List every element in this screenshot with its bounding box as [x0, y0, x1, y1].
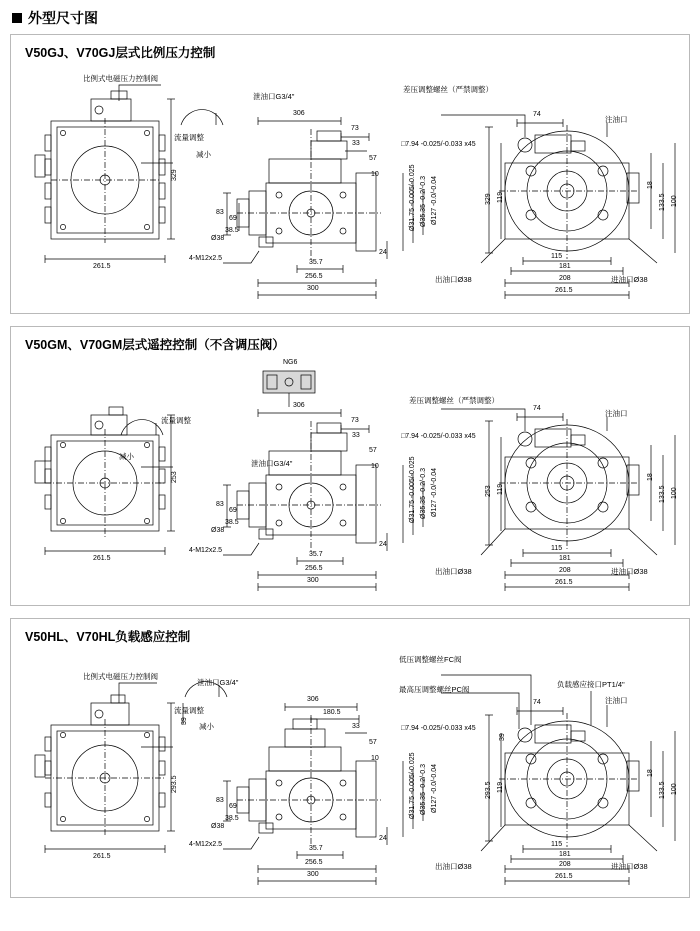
dim-119-3: 119	[497, 781, 504, 793]
dim-2615-left: 261.5	[93, 263, 111, 270]
dim-2935-right: 293.5	[485, 781, 492, 799]
section-v50gj	[10, 34, 690, 314]
callout-bolt-spec-2: 4-M12x2.5	[189, 547, 223, 554]
callout-pc-valve-screw: 最高压调整螺丝PC阀	[399, 685, 470, 694]
dim-253-right: 253	[485, 485, 492, 497]
dim-1805: 180.5	[323, 709, 341, 716]
dim-d3535: Ø35.35 -0.2/-0.3	[420, 176, 427, 227]
dim-39-right: 39	[499, 733, 506, 741]
dim-2615-right-3: 261.5	[555, 873, 573, 880]
dim-33-3: 33	[352, 723, 360, 730]
figure-v50gj-drawing	[11, 63, 689, 313]
dim-357: 35.7	[309, 259, 323, 266]
dim-329-left: 329	[171, 169, 178, 181]
section-title-v50gm: V50GM、V70GM层式遥控控制（不含调压阀）	[25, 338, 285, 352]
dim-d3175-2: Ø31.75 -0.005/-0.025	[409, 456, 416, 523]
callout-fc-valve-screw: 低压调整螺丝FC阀	[399, 655, 462, 664]
dim-119: 119	[497, 191, 504, 203]
dim-357-3: 35.7	[309, 845, 323, 852]
callout-inlet-port-3: 进油口Ø38	[611, 862, 648, 871]
dim-2935-left: 293.5	[171, 775, 178, 793]
dim-d3175: Ø31.75 -0.005/-0.025	[409, 164, 416, 231]
dim-24-2: 24	[379, 541, 387, 548]
dim-306-2: 306	[293, 402, 305, 409]
dim-100-3: 100	[671, 783, 678, 795]
dim-2565-3: 256.5	[305, 859, 323, 866]
dim-d3535-3: Ø35.35 -0.2/-0.3	[420, 764, 427, 815]
callout-outlet-port-2: 出油口Ø38	[435, 567, 472, 576]
dim-2615-right-2: 261.5	[555, 579, 573, 586]
dim-39-left: 39	[181, 717, 188, 725]
dim-329-right: 329	[485, 193, 492, 205]
dim-100-2: 100	[671, 487, 678, 499]
dim-d127: Ø127 -0.0/-0.04	[431, 175, 438, 225]
callout-inlet-port: 进油口Ø38	[611, 275, 648, 284]
callout-outlet-port: 出油口Ø38	[435, 275, 472, 284]
dim-10-3: 10	[371, 755, 379, 762]
dim-181-3: 181	[559, 851, 571, 858]
figure-v50gj	[11, 63, 689, 313]
callout-load-sense-port: 负载感应接口PT1/4"	[557, 680, 625, 689]
callout-inlet-port-2: 进油口Ø38	[611, 567, 648, 576]
section-title-v50hl: V50HL、V70HL负载感应控制	[25, 630, 191, 644]
section-title-v50gj: V50GJ、V70GJ层式比例压力控制	[25, 46, 216, 60]
dim-300: 300	[307, 285, 319, 292]
dim-73: 73	[351, 125, 359, 132]
dim-385-2: 38.5	[225, 519, 239, 526]
dim-24: 24	[379, 249, 387, 256]
dim-83: 83	[216, 209, 224, 216]
dim-d38-2: Ø38	[211, 527, 225, 534]
callout-drain-port-2: 泄油口G3/4"	[251, 459, 293, 468]
title-marker-icon	[12, 13, 22, 23]
dim-115-2: 115	[551, 545, 563, 552]
dim-300-3: 300	[307, 871, 319, 878]
dim-253-left: 253	[171, 471, 178, 483]
dim-d3535-2: Ø35.35 -0.2/-0.3	[420, 468, 427, 519]
dim-69: 69	[229, 215, 237, 222]
dim-2615-right: 261.5	[555, 287, 573, 294]
callout-fill-port-2: 注油口	[605, 409, 628, 418]
callout-ng6: NG6	[283, 359, 298, 366]
dim-d3175-3: Ø31.75 -0.005/-0.025	[409, 752, 416, 819]
dim-57-2: 57	[369, 447, 377, 454]
dim-208: 208	[559, 275, 571, 282]
dim-181: 181	[559, 263, 571, 270]
callout-drain-port: 泄油口G3/4"	[253, 92, 295, 101]
dim-2615-left-3: 261.5	[93, 853, 111, 860]
dim-357-2: 35.7	[309, 551, 323, 558]
dim-10: 10	[371, 171, 379, 178]
dim-74-2: 74	[533, 405, 541, 412]
dim-1335-3: 133.5	[659, 781, 666, 799]
callout-diff-press-screw-2: 差压调整螺丝（严禁调整）	[409, 396, 499, 405]
dim-69-2: 69	[229, 507, 237, 514]
dim-24-3: 24	[379, 835, 387, 842]
dim-306: 306	[293, 110, 305, 117]
dim-33: 33	[352, 140, 360, 147]
page-title-text: 外型尺寸图	[28, 10, 98, 26]
callout-flow-adjust-2: 流量调整	[161, 416, 191, 425]
dim-1335-2: 133.5	[659, 485, 666, 503]
page-title	[0, 0, 700, 34]
dim-83-2: 83	[216, 501, 224, 508]
callout-fill-port: 注油口	[605, 115, 628, 124]
callout-decrease: 减小	[196, 150, 211, 159]
dim-100: 100	[671, 195, 678, 207]
dim-d38: Ø38	[211, 235, 225, 242]
dim-74: 74	[533, 111, 541, 118]
dim-115: 115	[551, 253, 563, 260]
callout-decrease-2: 减小	[119, 452, 134, 461]
dim-square794-3: □7.94 -0.025/-0.033 x45	[401, 725, 476, 732]
callout-bolt-spec-3: 4-M12x2.5	[189, 841, 223, 848]
dim-18-2: 18	[647, 473, 654, 481]
dim-18: 18	[647, 181, 654, 189]
dim-115-3: 115	[551, 841, 563, 848]
dim-2565: 256.5	[305, 273, 323, 280]
figure-v50gm	[11, 355, 689, 605]
dim-69-3: 69	[229, 803, 237, 810]
section-v50gm	[10, 326, 690, 606]
dim-300-2: 300	[307, 577, 319, 584]
dim-73-2: 73	[351, 417, 359, 424]
callout-flow-adjust: 流量调整	[174, 133, 204, 142]
dim-2565-2: 256.5	[305, 565, 323, 572]
dim-119-2: 119	[497, 483, 504, 495]
callout-diff-press-screw: 差压调整螺丝（严禁调整）	[403, 85, 493, 94]
dim-d127-2: Ø127 -0.0/-0.04	[431, 467, 438, 517]
dim-10-2: 10	[371, 463, 379, 470]
callout-outlet-port-3: 出油口Ø38	[435, 862, 472, 871]
callout-drain-port-3: 泄油口G3/4"	[197, 678, 239, 687]
callout-fill-port-3: 注油口	[605, 696, 628, 705]
dim-208-2: 208	[559, 567, 571, 574]
callout-proportional-valve: 比例式电磁压力控制阀	[83, 74, 158, 83]
dim-385: 38.5	[225, 227, 239, 234]
callout-flow-adjust-3: 流量调整	[174, 706, 204, 715]
callout-bolt-spec: 4-M12x2.5	[189, 255, 223, 262]
dim-d38-3: Ø38	[211, 823, 225, 830]
dim-square794-2: □7.94 -0.025/-0.033 x45	[401, 433, 476, 440]
dim-d127-3: Ø127 -0.0/-0.04	[431, 763, 438, 813]
dim-1335: 133.5	[659, 193, 666, 211]
figure-v50gm-drawing	[11, 355, 689, 605]
figure-v50hl	[11, 647, 689, 897]
dim-83-3: 83	[216, 797, 224, 804]
dim-74-3: 74	[533, 699, 541, 706]
dim-square794: □7.94 -0.025/-0.033 x45	[401, 141, 476, 148]
dim-57: 57	[369, 155, 377, 162]
dim-2615-left-2: 261.5	[93, 555, 111, 562]
dim-181-2: 181	[559, 555, 571, 562]
callout-proportional-valve-3: 比例式电磁压力控制阀	[83, 672, 158, 681]
dim-33-2: 33	[352, 432, 360, 439]
dim-385-3: 38.5	[225, 815, 239, 822]
dim-57-3: 57	[369, 739, 377, 746]
section-v50hl	[10, 618, 690, 898]
dim-208-3: 208	[559, 861, 571, 868]
dim-18-3: 18	[647, 769, 654, 777]
dim-306-3: 306	[307, 696, 319, 703]
callout-decrease-3: 减小	[199, 722, 214, 731]
